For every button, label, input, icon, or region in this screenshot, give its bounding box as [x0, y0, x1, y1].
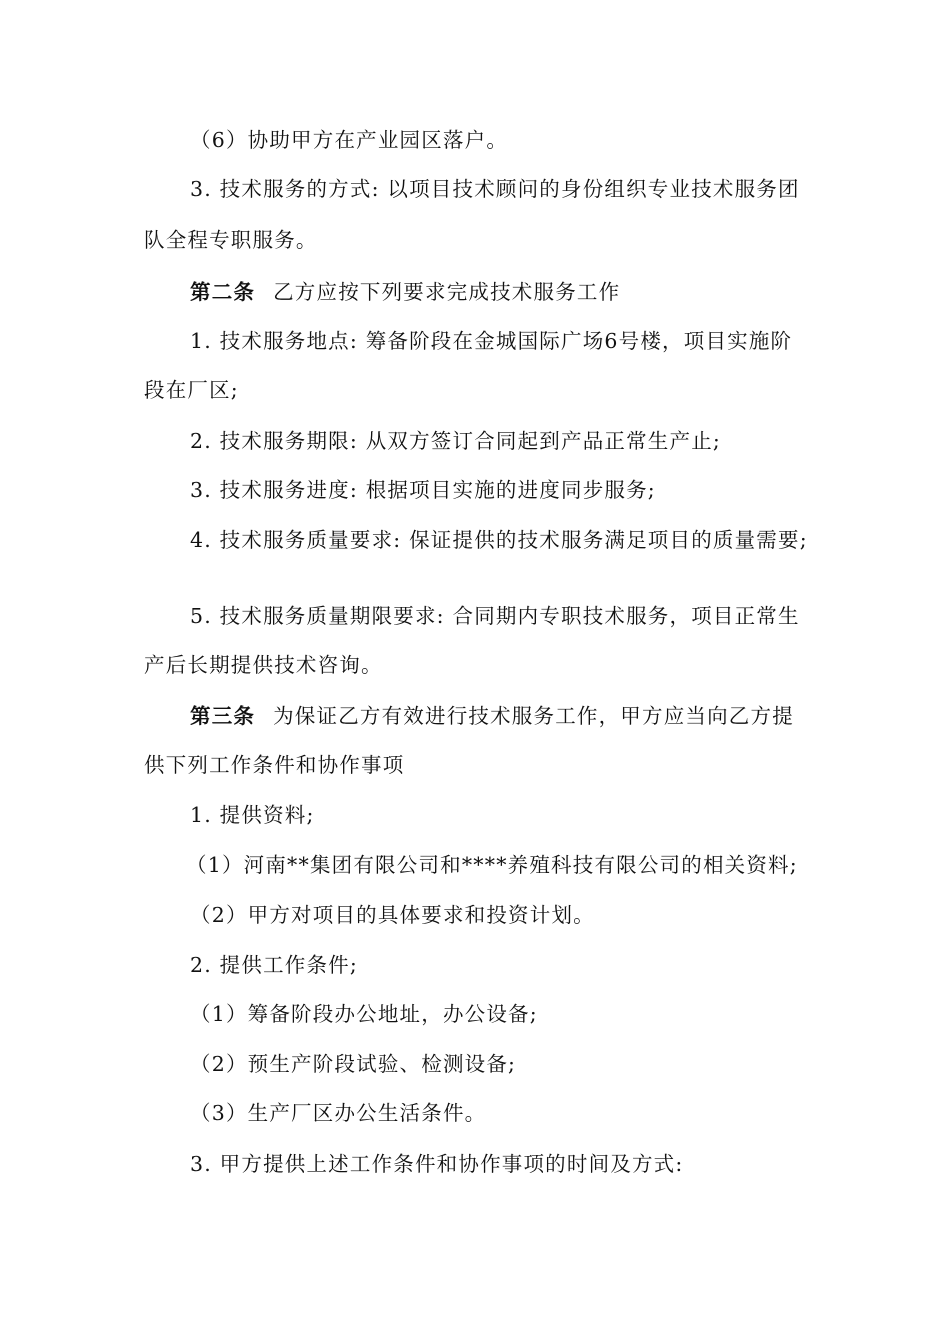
paragraph-conditions-item-1: （1）筹备阶段办公地址，办公设备;: [190, 1002, 538, 1026]
paragraph-quality-period-line1: 5. 技术服务质量期限要求: 合同期内专职技术服务，项目正常生: [190, 604, 800, 628]
paragraph-timing-and-method: 3. 甲方提供上述工作条件和协作事项的时间及方式:: [190, 1152, 684, 1176]
paragraph-provide-conditions: 2. 提供工作条件;: [190, 953, 358, 977]
article-3-title-line2: 供下列工作条件和协作事项: [144, 753, 405, 777]
paragraph-item-6: （6）协助甲方在产业园区落户。: [190, 128, 509, 152]
paragraph-quality-period-line2: 产后长期提供技术咨询。: [144, 653, 383, 677]
paragraph-provide-materials: 1. 提供资料;: [190, 803, 315, 827]
paragraph-materials-item-2: （2）甲方对项目的具体要求和投资计划。: [190, 903, 595, 927]
paragraph-service-method-line2: 队全程专职服务。: [144, 228, 318, 252]
article-3-heading: [190, 702, 794, 730]
paragraph-conditions-item-3: （3）生产厂区办公生活条件。: [190, 1101, 487, 1125]
paragraph-conditions-item-2: （2）预生产阶段试验、检测设备;: [190, 1052, 517, 1076]
paragraph-service-period: 2. 技术服务期限: 从双方签订合同起到产品正常生产止;: [190, 429, 722, 453]
paragraph-service-location-line1: 1. 技术服务地点: 筹备阶段在金城国际广场6号楼，项目实施阶: [190, 329, 793, 353]
article-2-title: 乙方应按下列要求完成技术服务工作: [273, 280, 621, 304]
paragraph-service-progress: 3. 技术服务进度: 根据项目实施的进度同步服务;: [190, 478, 656, 502]
article-2-heading: [190, 278, 620, 306]
paragraph-service-method-line1: 3. 技术服务的方式: 以项目技术顾问的身份组织专业技术服务团: [190, 177, 800, 201]
paragraph-service-location-line2: 段在厂区;: [144, 378, 239, 402]
article-3-label: 第三条: [190, 704, 256, 728]
article-2-label: 第二条: [190, 280, 256, 304]
paragraph-quality-requirement: 4. 技术服务质量要求: 保证提供的技术服务满足项目的质量需要;: [190, 528, 808, 552]
paragraph-materials-item-1: （1）河南**集团有限公司和****养殖科技有限公司的相关资料;: [186, 853, 798, 877]
article-3-title-line1: 为保证乙方有效进行技术服务工作，甲方应当向乙方提: [273, 704, 794, 728]
